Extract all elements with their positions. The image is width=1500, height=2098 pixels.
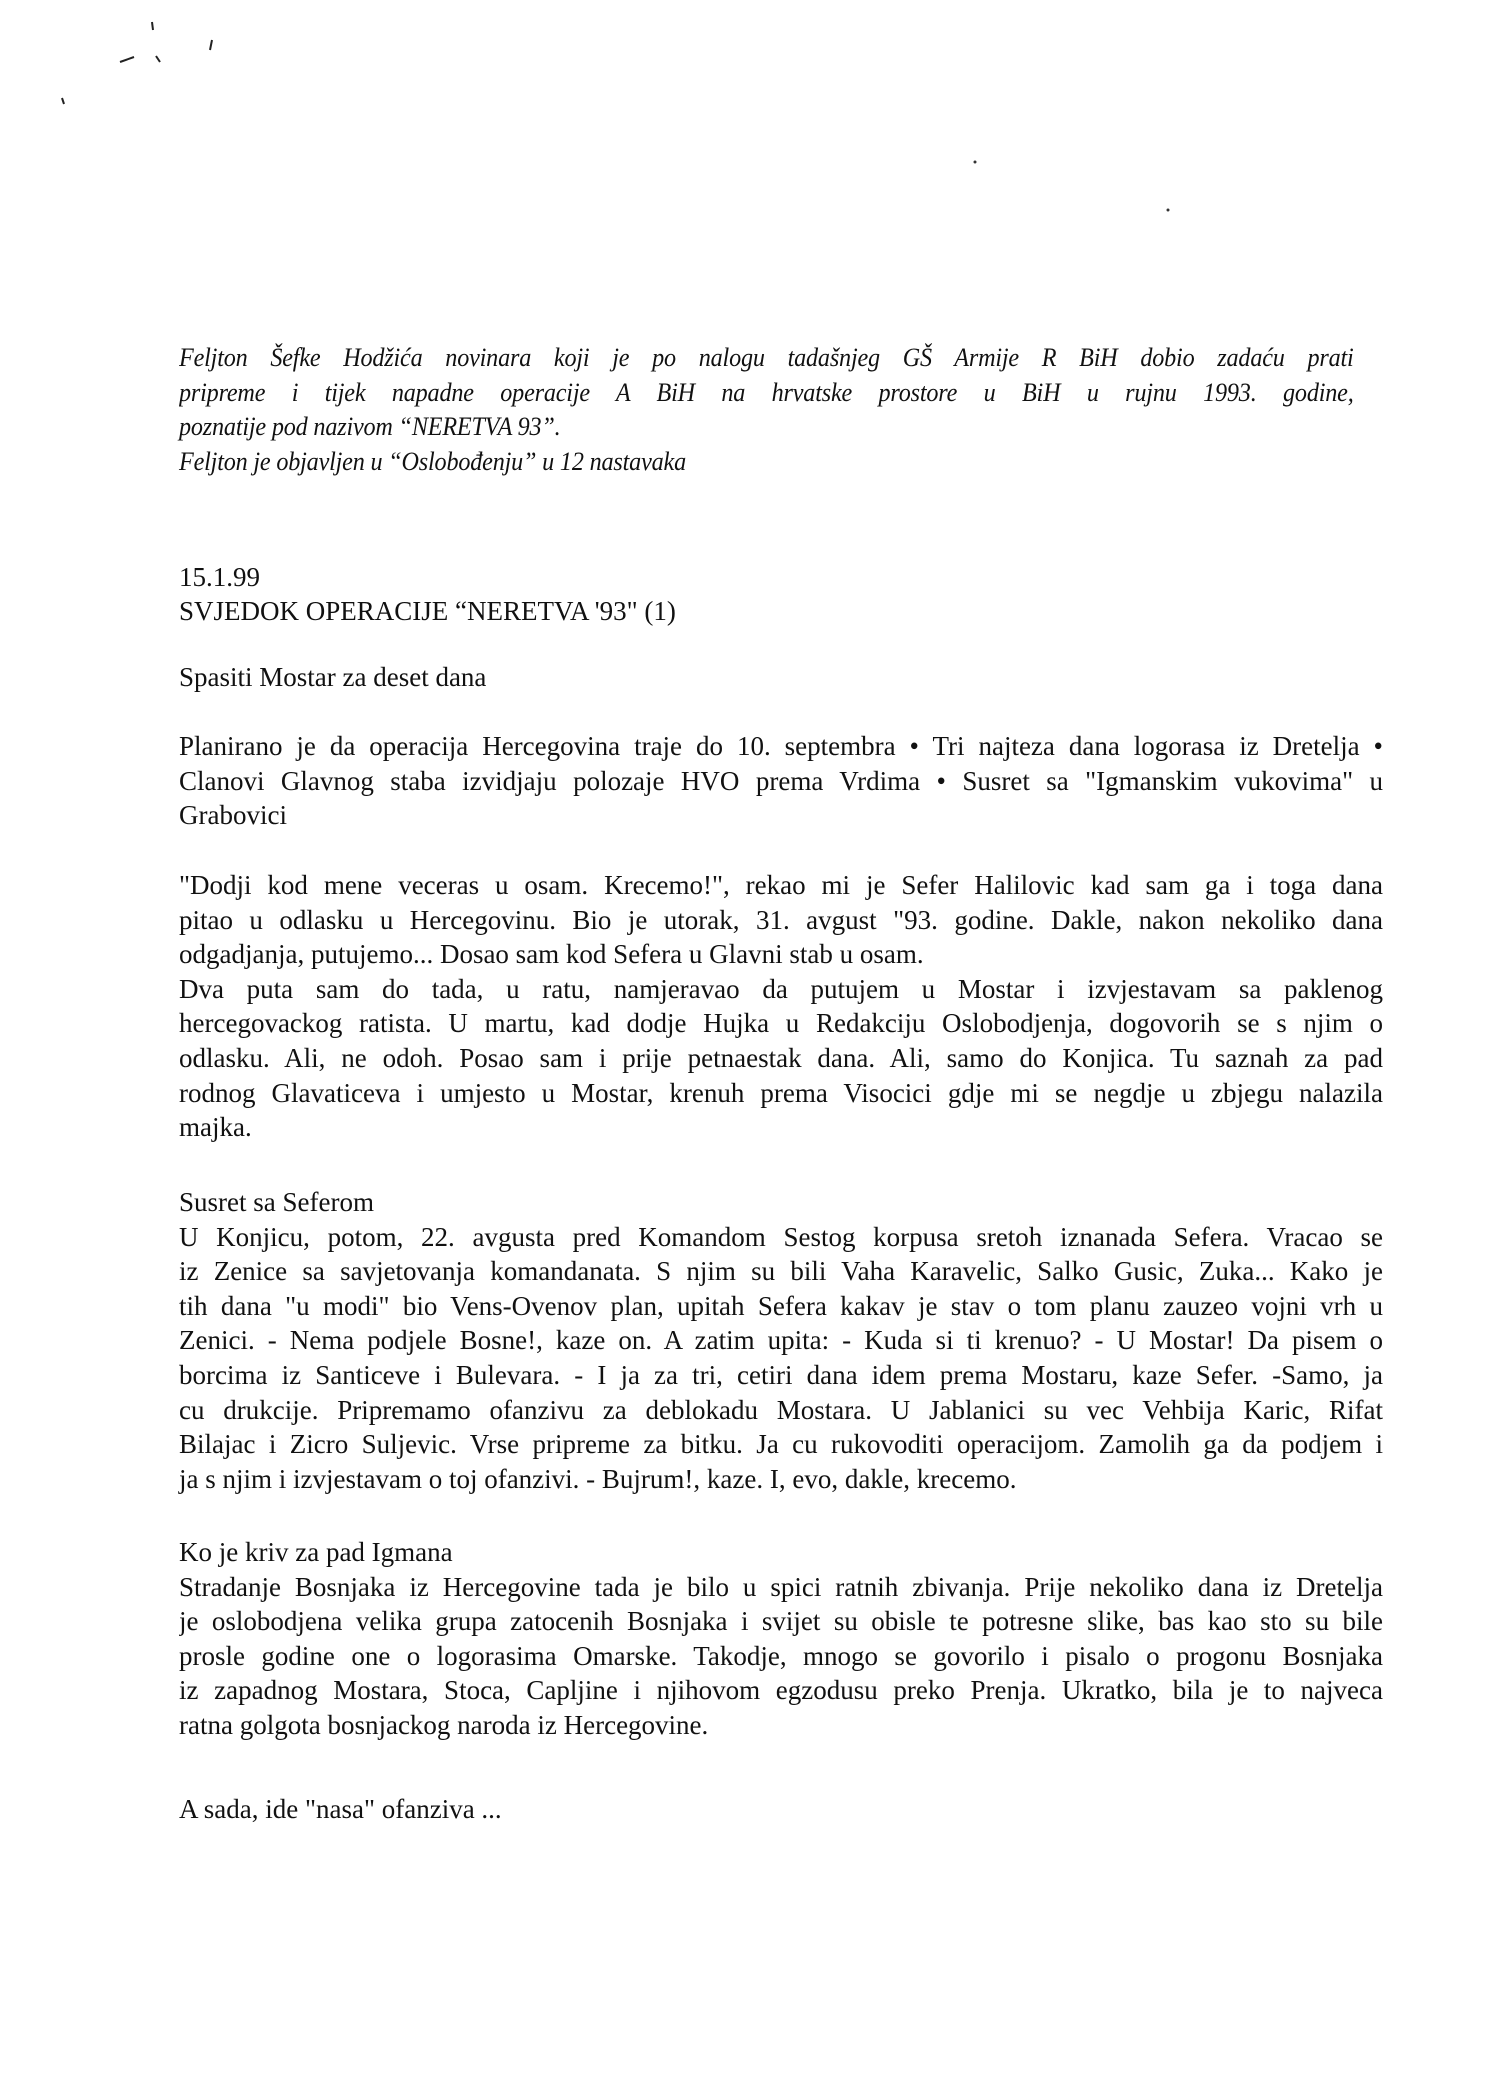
text-line: Zenici. - Nema podjele Bosne!, kaze on. A zatim upita: - Kuda si ti krenuo? - U Mostar! Da pisem o [179, 1325, 1383, 1356]
text-line: cu drukcije. Pripremamo ofanzivu za deblokadu Mostara. U Jablanici su vec Vehbija Karic, Rifat [179, 1394, 1383, 1425]
text-line: ja s njim i izvjestavam o toj ofanzivi. - Bujrum!, kaze. I, evo, dakle, krecemo. [179, 1463, 1017, 1494]
text-line: U Konjicu, potom, 22. avgusta pred Komandom Sestog korpusa sretoh iznanada Sefera. Vracao se [179, 1221, 1383, 1252]
section-susret-sa-seferom [179, 1185, 1383, 1496]
text-line: Feljton je objavljen u “Oslobođenju” u 12 nastavaka [179, 446, 686, 476]
text-line: Clanovi Glavnog staba izvidjaju polozaje HVO prema Vrdima • Susret sa "Igmanskim vukovima" u [179, 765, 1383, 796]
text-line: iz Zenice sa savjetovanja komandanata. S njim su bili Vaha Karavelic, Salko Gusic, Zuka... Kako je [179, 1256, 1383, 1287]
article-lead [179, 729, 1383, 833]
article-date [179, 560, 1383, 595]
text-line: A sada, ide "nasa" ofanziva ... [179, 1794, 502, 1824]
text-line: poznatije pod nazivom “NERETVA 93”. [179, 412, 561, 442]
text-line: "Dodji kod mene veceras u osam. Krecemo!", rekao mi je Sefer Halilovic kad sam ga i toga dana [179, 870, 1383, 900]
text-line: Bilajac i Zicro Suljevic. Vrse pripreme za bitku. Ja cu rukovoditi operacijom. Zamolih ga da podjem i [179, 1429, 1383, 1460]
text-line: ratna golgota bosnjackog naroda iz Hercegovine. [179, 1709, 709, 1740]
text-line: pitao u odlasku u Hercegovinu. Bio je utorak, 31. avgust "93. godine. Dakle, nakon nekoliko dana [179, 904, 1383, 935]
text-line: 15.1.99 [179, 562, 260, 592]
text-line: Feljton Šefke Hodžića novinara koji je po nalogu tadašnjeg GŠ Armije R BiH dobio zadaću prati [179, 343, 1354, 372]
text-line: prosle godine one o logorasima Omarske. Takodje, mnogo se govorilo i pisalo o progonu Bosnjaka [179, 1640, 1383, 1671]
text-line: majka. [179, 1112, 252, 1143]
section-heading: Susret sa Seferom [179, 1187, 374, 1217]
text-line: je oslobodjena velika grupa zatocenih Bosnjaka i svijet su obisle te potresne slike, bas kao sto su bile [179, 1606, 1383, 1637]
article-headline [179, 660, 1383, 695]
text-line: hercegovackog ratista. U martu, kad dodje Hujka u Redakciju Oslobodjenja, dogovorih se s njim o [179, 1008, 1383, 1039]
text-line: Grabovici [179, 800, 287, 831]
paragraph-intro [179, 868, 1383, 1145]
text-line: pripreme i tijek napadne operacije A BiH na hrvatske prostore u BiH u rujnu 1993. godine, [179, 377, 1354, 407]
section-heading: Ko je kriv za pad Igmana [179, 1537, 453, 1567]
text-line: Stradanje Bosnjaka iz Hercegovine tada je bilo u spici ratnih zbivanja. Prije nekoliko dana iz Dretelja [179, 1571, 1383, 1602]
text-line: odlasku. Ali, ne odoh. Posao sam i prije petnaestak dana. Ali, samo do Konjica. Tu saznah za pad [179, 1042, 1383, 1073]
scan-marks [0, 0, 1500, 260]
text-line: Spasiti Mostar za deset dana [179, 662, 487, 692]
article-title [179, 594, 1383, 629]
section-ko-je-kriv [179, 1535, 1383, 1743]
text-line: SVJEDOK OPERACIJE “NERETVA '93" (1) [179, 596, 676, 626]
closing-line [179, 1792, 1383, 1827]
text-line: rodnog Glavaticeva i umjesto u Mostar, krenuh prema Visocici gdje mi se negdje u zbjegu nalazila [179, 1077, 1383, 1108]
text-line: tih dana "u modi" bio Vens-Ovenov plan, upitah Sefera kakav je stav o tom planu zauzeo vojni vrh u [179, 1290, 1383, 1321]
intro-note [179, 341, 1354, 479]
text-line: Dva puta sam do tada, u ratu, namjeravao da putujem u Mostar i izvjestavam sa paklenog [179, 973, 1383, 1004]
text-line: borcima iz Santiceve i Bulevara. - I ja za tri, cetiri dana idem prema Mostaru, kaze Sefer. -Samo, ja [179, 1359, 1383, 1390]
text-line: Planirano je da operacija Hercegovina traje do 10. septembra • Tri najteza dana logorasa iz Dretelja • [179, 731, 1383, 761]
text-line: iz zapadnog Mostara, Stoca, Capljine i njihovom egzodusu preko Prenja. Ukratko, bila je to najveca [179, 1675, 1383, 1706]
text-line: odgadjanja, putujemo... Dosao sam kod Sefera u Glavni stab u osam. [179, 939, 924, 970]
